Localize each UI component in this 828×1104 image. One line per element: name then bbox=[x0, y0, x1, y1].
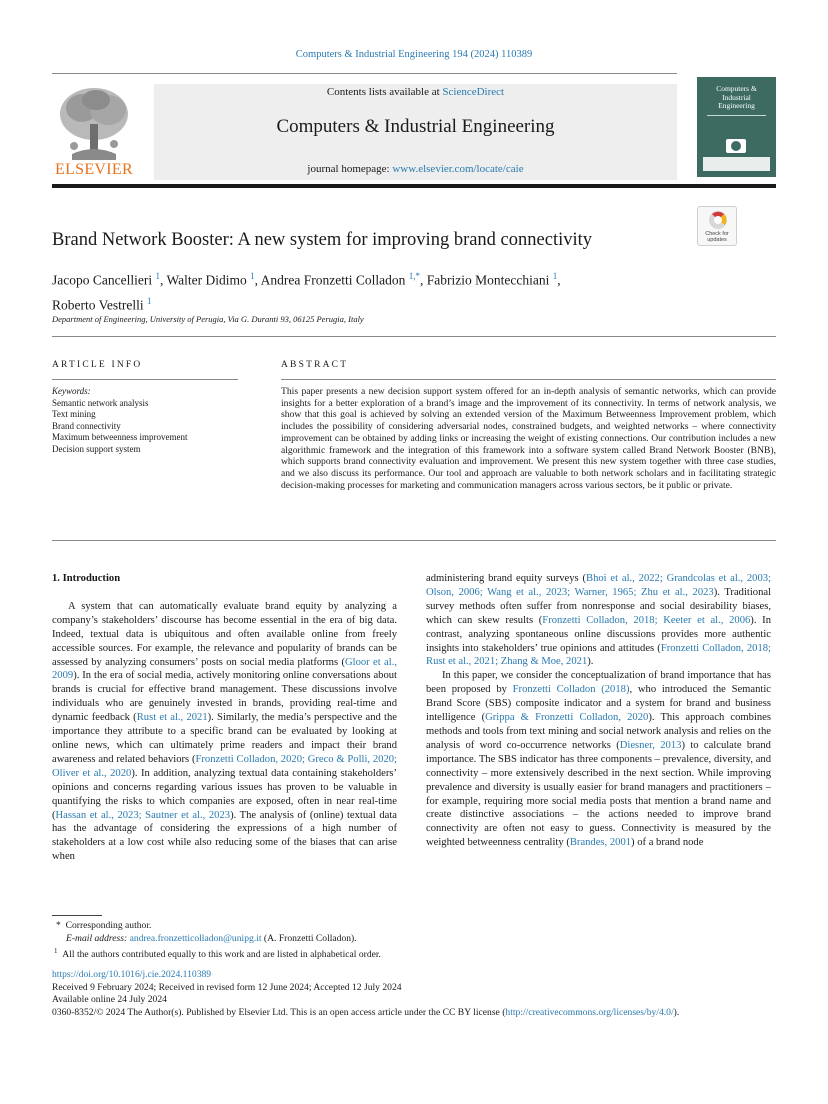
elsevier-logo[interactable] bbox=[52, 84, 136, 180]
citation-link[interactable]: Gloor et al., 2009 bbox=[52, 656, 397, 682]
article-info-label: ARTICLE INFO bbox=[52, 360, 143, 370]
citation-link[interactable]: Fronzetti Colladon (2018) bbox=[512, 684, 630, 696]
paper-title: Brand Network Booster: A new system for improving brand connectivity bbox=[52, 230, 593, 250]
header-thick-rule bbox=[52, 184, 776, 188]
keyword-item: Maximum betweenness improvement bbox=[52, 432, 188, 442]
abstract-label: ABSTRACT bbox=[281, 360, 349, 370]
author-name[interactable]: Andrea Fronzetti Colladon bbox=[260, 272, 406, 288]
citation-link[interactable]: Rust et al., 2021 bbox=[136, 712, 208, 724]
cover-divider bbox=[707, 115, 766, 116]
body-column-right bbox=[426, 572, 771, 850]
journal-title: Computers & Industrial Engineering bbox=[276, 116, 555, 137]
abstract-underline bbox=[281, 379, 776, 380]
cover-e-icon bbox=[726, 139, 746, 153]
check-updates-icon bbox=[698, 207, 738, 233]
footnote-divider bbox=[52, 915, 102, 916]
abstract-text: This paper presents a new decision support system offered for an in-depth analysis of semantic networks, which can provide insights for a better exploration of a brand’s image and the improvement of its connectivity. In terms of network analysis, we show that this goal is achieved by solving an extended version of the Maximum Betweenness Improvement problem, which includes the possibility of considering adversarial nodes, constrained budgets, and weighted networks – where connectivity improvement can be obtained by adding links or increasing the weight of existing connections. Our contribution includes a new algorithmic framework and the integration of this framework into a software system called Brand Network Booster (BNB), which supports brand connectivity evaluation and improvement. We present this new system together with three case studies, and we also discuss its performance. Our tool and approach are valuable to both network scholars and in facilitating strategic decision-making processes for marketing and communication managers across various sectors, be it public or private. bbox=[281, 386, 776, 491]
publication-info bbox=[52, 969, 792, 1019]
homepage-line bbox=[154, 163, 677, 175]
author-name[interactable]: Fabrizio Montecchiani bbox=[426, 272, 550, 288]
author-name[interactable]: Walter Didimo bbox=[166, 272, 247, 288]
affiliation: Department of Engineering, University of Perugia, Via G. Duranti 93, 06125 Perugia, Italy bbox=[52, 314, 364, 324]
check-updates-line-1: Check for bbox=[705, 231, 729, 237]
paragraph-text: ). Similarly, the media’s perspective and the importance they attribute to a specific brand can be evaluated by looking at online news, which can ultimately prime readers and impact their brand awareness and related behaviors ( bbox=[52, 712, 398, 765]
check-for-updates-button[interactable] bbox=[697, 206, 737, 246]
keywords-list bbox=[52, 386, 252, 455]
article-info-underline bbox=[52, 379, 238, 380]
paragraph-text: ). bbox=[587, 656, 594, 668]
license-link[interactable]: http://creativecommons.org/licenses/by/4.0/ bbox=[505, 1006, 674, 1018]
footnote-text: All the authors contributed equally to this work and are listed in alphabetical order. bbox=[62, 949, 381, 961]
footnote-mark: * bbox=[56, 920, 61, 931]
check-updates-line-2: updates bbox=[707, 237, 727, 243]
journal-homepage-link[interactable]: www.elsevier.com/locate/caie bbox=[392, 163, 524, 175]
abstract-bottom-divider bbox=[52, 540, 776, 541]
section-divider bbox=[52, 336, 776, 337]
author-name[interactable]: Roberto Vestrelli bbox=[52, 297, 144, 312]
license-suffix: ). bbox=[673, 1006, 680, 1018]
paragraph-text: ). In addition, analyzing textual data containing stakeholders’ opinions and concerns regarding various issues has proven to be valuable in quantifying the risks to which companies are exposed, often in near real-time ( bbox=[52, 767, 397, 821]
available-online: Available online 24 July 2024 bbox=[52, 994, 167, 1006]
doi-link[interactable]: https://doi.org/10.1016/j.cie.2024.110389 bbox=[52, 969, 212, 980]
footnotes bbox=[52, 920, 776, 962]
cover-title bbox=[697, 85, 776, 111]
citation-link[interactable]: Fronzetti Colladon, 2018; Keeter et al., 2006 bbox=[542, 614, 751, 626]
keyword-item: Semantic network analysis bbox=[52, 397, 149, 408]
header-divider bbox=[52, 73, 677, 74]
affiliation-mark[interactable]: 1 bbox=[155, 271, 160, 281]
footnote-text: Corresponding author. bbox=[65, 920, 152, 931]
paragraph-text: ) of a brand node bbox=[631, 837, 704, 849]
citation-link[interactable]: Fronzetti Colladon, 2020; Greco & Polli, 2020; Oliver et al., 2020 bbox=[52, 753, 397, 779]
body-paragraph bbox=[426, 572, 771, 669]
license-prefix: 0360-8352/© 2024 The Author(s). Published by Elsevier Ltd. This is an open access article under the CC BY license ( bbox=[52, 1006, 506, 1018]
email-label: E-mail address: bbox=[66, 932, 130, 944]
license-line bbox=[52, 1007, 792, 1020]
author-list: Jacopo Cancellieri $^1$, Walter Didimo $^1$, Andrea Fronzetti Colladon $^{1,*}$, Fabrizio Montecchiani $^1$, Roberto Vestrelli $^1$ bbox=[52, 271, 561, 312]
affiliation-mark[interactable]: 1 bbox=[552, 271, 558, 281]
section-heading: 1. Introduction bbox=[52, 573, 121, 584]
paragraph-text: ). The analysis of (online) textual data has the advantage of considering the expressions of a high number of stakeholders at a low cost while also reducing some of the biases that can arise when bbox=[52, 809, 397, 863]
journal-cover-thumbnail[interactable] bbox=[697, 77, 776, 177]
paragraph-text: ) to calculate brand importance. The SBS indicator has three components – prevalence, diversity, and connectivity – more extensively described in the next section. While improving prevalence and diversity is usually easier for brand managers and practitioners – for example, requiring more social media posts that mention a brand name and create distinctive associations – the actions needed to improve brand connectivity are often not easy to guess. Connectivity is measured by the weighted betweenness centrality ( bbox=[426, 739, 771, 849]
footnote-1 bbox=[52, 945, 776, 962]
footnote-corresponding bbox=[52, 920, 776, 933]
keyword-item: Brand connectivity bbox=[52, 420, 121, 431]
body-column-left bbox=[52, 572, 397, 864]
contents-prefix: Contents lists available at bbox=[326, 86, 443, 98]
paragraph-text: In this paper, we consider the conceptualization of brand importance that has been proposed by bbox=[426, 670, 771, 696]
contents-line bbox=[154, 86, 677, 98]
check-updates-label bbox=[698, 231, 736, 243]
keyword-item: Decision support system bbox=[52, 443, 141, 454]
email-suffix: (A. Fronzetti Colladon). bbox=[261, 932, 357, 944]
footnote-email bbox=[52, 933, 776, 946]
author-name[interactable]: Jacopo Cancellieri bbox=[52, 272, 153, 288]
paragraph-text: ). Traditional survey methods often suffer from nonresponse and social desirability biases, which can skew results ( bbox=[426, 586, 772, 626]
citation-link[interactable]: Diesner, 2013 bbox=[619, 739, 682, 751]
keyword-item: Text mining bbox=[52, 409, 96, 419]
citation-link[interactable]: Hassan et al., 2023; Sautner et al., 2023 bbox=[55, 809, 231, 821]
cover-footer-band bbox=[703, 157, 770, 171]
body-paragraph bbox=[426, 669, 771, 850]
footnote-mark: 1 bbox=[54, 947, 58, 955]
cover-title-line-3: Engineering bbox=[718, 101, 755, 110]
paragraph-text: administering brand equity surveys ( bbox=[426, 573, 587, 584]
paragraph-text: ). This approach combines methods and tools from text mining and social network analysis and relies on the analysis of word co-occurrence networks ( bbox=[426, 712, 772, 751]
sciencedirect-link[interactable]: ScienceDirect bbox=[442, 86, 505, 98]
paragraph-text: ). In contrast, analyzing spontaneous online discussions provides more authentic insights into stakeholders’ true opinions and attitudes ( bbox=[426, 614, 771, 654]
body-paragraph bbox=[52, 600, 397, 864]
citation-link[interactable]: Bhoi et al., 2022; Grandcolas et al., 2003; Olson, 2006; Wang et al., 2023; Warner, 1965; Zhu et al., 2023 bbox=[426, 573, 771, 598]
paragraph-text: A system that can automatically evaluate brand equity by analyzing a company’s stakeholders’ discourse has become essential in the era of big data. Indeed, textual data is ubiquitous and often available online from freely accessible sources. For example, the relevance and popularity of brands can be assessed by analyzing consumers’ posts on social media platforms ( bbox=[52, 600, 397, 668]
affiliation-mark[interactable]: 1,* bbox=[408, 271, 420, 281]
elsevier-wordmark: ELSEVIER bbox=[55, 161, 133, 178]
cover-title-line-2: Industrial bbox=[722, 92, 751, 102]
homepage-prefix: journal homepage: bbox=[307, 163, 393, 175]
email-link[interactable]: andrea.fronzetticolladon@unipg.it bbox=[129, 932, 262, 944]
paragraph-text: ). In the era of social media, actively monitoring online conversations about brands is crucial for effective brand management. These discussions involve individuals who are genuinely invested in brands, providing real-time and dynamic feedback ( bbox=[52, 670, 397, 724]
citation-link[interactable]: Brandes, 2001 bbox=[569, 837, 632, 849]
affiliation-mark[interactable]: 1 bbox=[147, 295, 152, 306]
journal-citation[interactable]: Computers & Industrial Engineering 194 (2024) 110389 bbox=[295, 49, 533, 60]
affiliation-mark[interactable]: 1 bbox=[250, 271, 255, 281]
citation-link[interactable]: Grippa & Fronzetti Colladon, 2020 bbox=[485, 712, 649, 724]
keywords-heading: Keywords: bbox=[52, 386, 91, 396]
paragraph-text: , who introduced the Semantic Brand Score (SBS) composite indicator and a system for brand and business intelligence ( bbox=[426, 684, 772, 724]
cover-title-line-1: Computers & bbox=[716, 84, 757, 93]
received-dates: Received 9 February 2024; Received in revised form 12 June 2024; Accepted 12 July 2024 bbox=[52, 981, 402, 993]
citation-link[interactable]: Fronzetti Colladon, 2018; Rust et al., 2021; Zhang & Moe, 2021 bbox=[426, 642, 771, 668]
